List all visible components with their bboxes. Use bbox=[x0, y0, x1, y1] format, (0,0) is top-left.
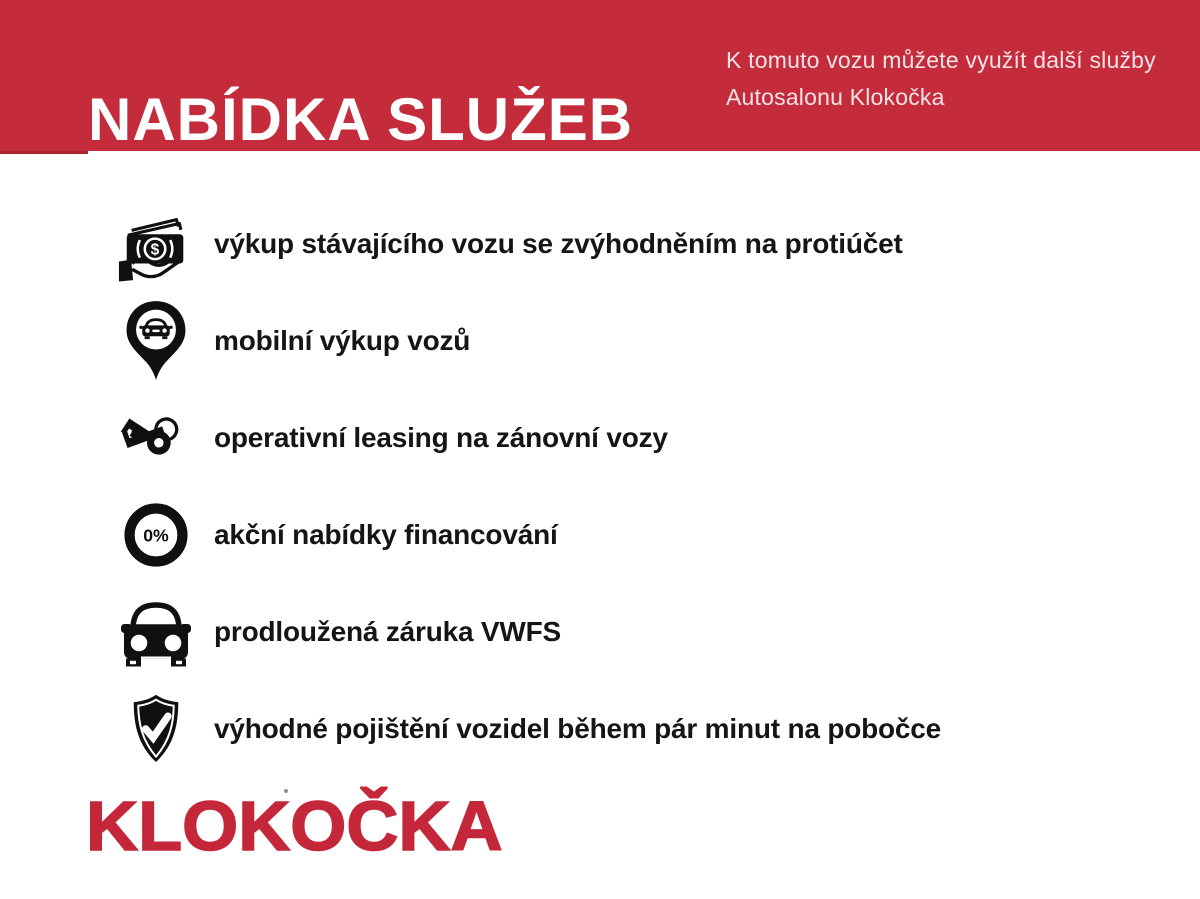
service-item bbox=[112, 292, 941, 389]
service-item bbox=[112, 195, 941, 292]
service-label: akční nabídky financování bbox=[214, 518, 558, 550]
banner-subtitle-line2: Autosalonu Klokočka bbox=[726, 84, 945, 110]
banner-subtitle bbox=[726, 42, 1156, 116]
header-banner bbox=[0, 0, 1200, 154]
service-label: výhodné pojištění vozidel během pár minut na pobočce bbox=[214, 712, 942, 744]
page-title: NABÍDKA SLUŽEB bbox=[88, 86, 634, 154]
service-item bbox=[112, 680, 941, 777]
dollar-glyph: $ bbox=[150, 241, 160, 259]
service-item bbox=[112, 583, 941, 680]
banner-subtitle-line1: K tomuto vozu můžete využít další služby bbox=[726, 47, 1156, 73]
car-icon bbox=[112, 595, 200, 669]
zero-percent-glyph: 0% bbox=[143, 525, 169, 545]
money-hand-icon bbox=[112, 205, 200, 283]
keys-icon bbox=[112, 401, 200, 475]
service-item bbox=[112, 389, 941, 486]
shield-check-icon bbox=[112, 691, 200, 767]
services-list bbox=[112, 195, 941, 777]
zero-percent-icon bbox=[112, 496, 200, 574]
klokocka-logo: KLOKOČKA bbox=[86, 787, 503, 865]
service-item bbox=[112, 486, 941, 583]
service-label: operativní leasing na zánovní vozy bbox=[214, 421, 668, 453]
service-label: výkup stávajícího vozu se zvýhodněním na protiúčet bbox=[214, 227, 903, 259]
service-label: prodloužená záruka VWFS bbox=[214, 615, 561, 647]
car-pin-icon bbox=[112, 297, 200, 385]
service-label: mobilní výkup vozů bbox=[214, 324, 471, 356]
banner-left-notch bbox=[0, 151, 88, 154]
